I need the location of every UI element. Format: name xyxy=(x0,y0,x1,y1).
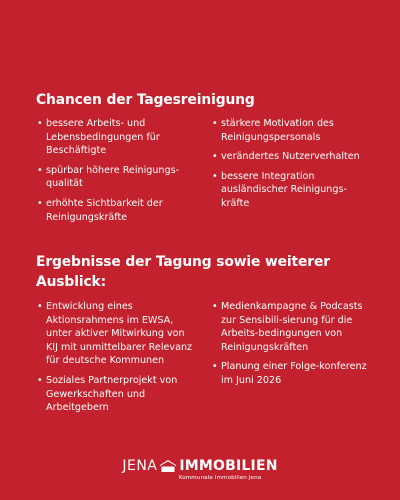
bullet: • xyxy=(212,118,218,129)
list-item-text: Medienkampagne & Podcasts zur Sensibili-sierung für die Arbeits-bedingungen von Reinigungskräften xyxy=(221,301,363,353)
ergebnisse-list-left xyxy=(37,300,195,421)
logo-row xyxy=(122,457,277,475)
list-item-text: Planung einer Folge-konferenz im Juni 2026 xyxy=(221,361,367,386)
logo-subtitle: Kommunale Immobilien Jena xyxy=(178,475,262,481)
list-item-text: bessere Integration ausländischer Reinigungs-kräfte xyxy=(221,170,347,209)
bullet: • xyxy=(212,170,218,182)
list-item xyxy=(212,150,372,164)
list-item-text: Soziales Partnerprojekt von Gewerkschaften und Arbeitgebern xyxy=(46,374,178,414)
list-item-text: stärkere Motivation des Reinigungspersonals xyxy=(221,118,334,143)
chancen-list-right xyxy=(212,117,372,217)
bullet: • xyxy=(212,301,218,312)
house-roof-icon xyxy=(160,460,176,472)
list-item xyxy=(37,300,195,368)
list-item-text: verändertes Nutzerverhalten xyxy=(221,151,360,163)
bullet: • xyxy=(37,164,43,176)
section-title-chancen: Chancen der Tagesreinigung xyxy=(36,92,255,108)
bullet: • xyxy=(212,151,218,163)
list-item xyxy=(37,117,195,158)
list-item xyxy=(212,360,372,387)
list-item xyxy=(37,374,195,415)
list-item xyxy=(37,164,195,191)
list-item-text: Entwicklung eines Aktionsrahmens im EWSA, unter aktiver Mitwirkung von KIJ mit unmittelbarer Relevanz für deutsche Kommunen xyxy=(46,301,193,367)
list-item-text: spürbar höhere Reinigungs-qualität xyxy=(46,164,180,190)
bullet: • xyxy=(37,197,43,209)
bullet: • xyxy=(37,118,43,129)
ergebnisse-list-right xyxy=(212,300,372,394)
list-item-text: bessere Arbeits- und Lebensbedingungen für Beschäftigte xyxy=(46,118,160,157)
logo-word-jena: JENA xyxy=(122,458,158,474)
logo-word-immobilien: IMMOBILIEN xyxy=(179,458,278,474)
list-item xyxy=(212,170,372,211)
section-title-ergebnisse: Ergebnisse der Tagung sowie weiterer Ausblick: xyxy=(36,254,330,290)
list-item xyxy=(212,117,372,144)
list-item xyxy=(212,300,372,354)
jena-immobilien-logo xyxy=(0,455,400,481)
bullet: • xyxy=(212,361,218,373)
list-item-text: erhöhte Sichtbarkeit der Reinigungskräfte xyxy=(46,197,163,223)
bullet: • xyxy=(37,301,43,312)
list-item xyxy=(37,197,195,224)
bullet: • xyxy=(37,374,43,386)
chancen-list-left xyxy=(37,117,195,230)
